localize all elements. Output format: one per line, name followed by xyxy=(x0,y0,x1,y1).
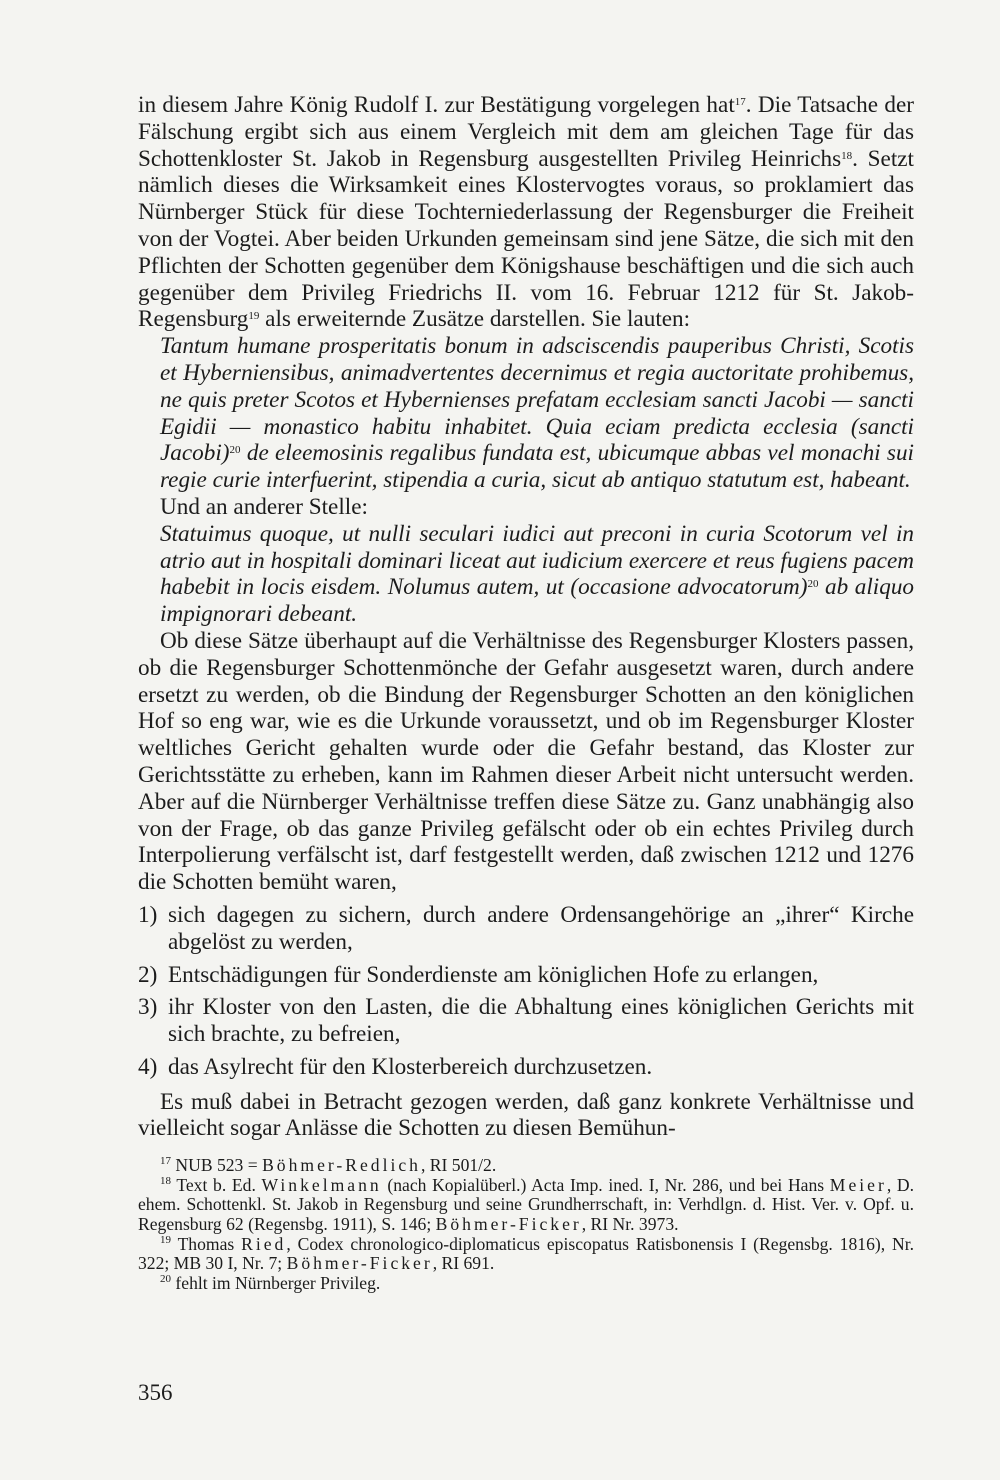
list-number: 4) xyxy=(138,1053,158,1080)
text-run: , RI Nr. 3973. xyxy=(581,1214,679,1235)
text-run: NUB 523 = xyxy=(175,1155,263,1176)
numbered-list xyxy=(138,902,914,1081)
footnote-number: 19 xyxy=(160,1233,171,1246)
page-content xyxy=(138,92,914,1293)
paragraph: Und an anderer Stelle: xyxy=(160,493,368,520)
footnote xyxy=(138,1274,914,1294)
list-text: sich dagegen zu sichern, durch andere Ordensangehörige an „ihrer“ Kirche abgelöst zu werden, xyxy=(168,901,914,955)
list-item xyxy=(138,1054,914,1081)
text-run: . Die Tatsache der Fälschung ergibt sich aus einem Vergleich mit dem am gleichen Tage für das Schottenkloster St. Jakob in Regensburg ausgestellten Privileg Heinrichs xyxy=(138,92,914,172)
text-run: Tantum humane prosperitatis bonum in adsciscendis pauperibus Christi, Scotis et Hyberniensibus, animadvertentes decernimus et regia auctoritate prohibemus, ne quis preter Scotos et Hybernienses prefatam ecclesiam sancti Jacobi — sancti Egidii — monastico habitu inhabitet. Quia eciam predicta ecclesia (sancti Jacobi) xyxy=(160,333,914,467)
author-name: Meier xyxy=(829,1174,887,1195)
text-run: als erweiternde Zusätze darstellen. Sie lauten: xyxy=(259,306,691,333)
author-name: Ried xyxy=(241,1233,287,1254)
text-run: Statuimus quoque, ut nulli seculari iudici aut preconi in curia Scotorum vel in atrio aut in hospitali dominari liceat aut iudicium exercere et reus fugiens pacem habebit in locis eisdem. Nolumus autem, ut (occasione advocatorum) xyxy=(160,520,914,601)
footnote-number: 20 xyxy=(160,1272,171,1285)
footnote-ref[interactable]: 17 xyxy=(734,96,746,108)
footnote-ref[interactable]: 20 xyxy=(229,444,241,457)
author-name: Böhmer-Redlich xyxy=(262,1155,421,1176)
text-run: , RI 501/2. xyxy=(420,1155,497,1176)
author-name: Böhmer-Ficker xyxy=(286,1253,433,1274)
list-number: 1) xyxy=(138,901,158,928)
text-run: Text b. Ed. xyxy=(176,1174,262,1195)
footnote-ref[interactable]: 19 xyxy=(248,310,260,323)
list-text: Entschädigungen für Sonderdienste am königlichen Hofe zu erlangen, xyxy=(168,961,819,988)
text-run: , D. ehem. Schottenkl. St. Jakob in Regensburg und seine Grundherrschaft, in: Verhdlgn. d. Hist. Ver. v. Opf. u. Regensburg 62 (Regensbg. 1911), S. 146; xyxy=(138,1174,914,1235)
text-run: (nach Kopialüberl.) Acta Imp. ined. I, Nr. 286, und bei Hans xyxy=(381,1174,830,1195)
page-number: 356 xyxy=(138,1380,173,1405)
list-number: 2) xyxy=(138,961,158,988)
text-run: , Codex chronologico-diplomaticus episcopatus Ratisbonensis I (Regensbg. 1816), Nr. 322; MB 30 I, Nr. 7; xyxy=(138,1233,914,1274)
footnote-number: 17 xyxy=(160,1155,171,1168)
text-run: Thomas xyxy=(177,1233,242,1254)
text-run: ab aliquo impignorari debeant. xyxy=(160,574,915,628)
footnote-ref[interactable]: 20 xyxy=(807,578,819,591)
footnote xyxy=(138,1176,914,1235)
text-run: de eleemosinis regalibus fundata est, ubicumque abbas vel monachi sui regie curie interfuerint, stipendia a curia, sicut ab antiquo statutum est, habeant. xyxy=(160,440,914,494)
list-text: das Asylrecht für den Klosterbereich durchzusetzen. xyxy=(168,1053,653,1080)
list-item xyxy=(138,994,914,1048)
text-run: . Setzt nämlich dieses die Wirksamkeit eines Klostervogtes voraus, so proklamiert das Nürnberger Stück für diese Tochterniederlassung der Regensburger die Freiheit von der Vogtei. Aber beiden Urkunden gemeinsam sind jene Sätze, die sich mit den Pflichten der Schotten gegenüber dem Königshause beschäftigen und die sich auch gegenüber dem Privileg Friedrichs II. vom 16. Februar 1212 für St. Jakob-Regensburg xyxy=(138,145,914,333)
author-name: Böhmer-Ficker xyxy=(435,1214,582,1235)
footnotes xyxy=(138,1156,914,1293)
footnote xyxy=(138,1235,914,1274)
latin-quote xyxy=(160,333,914,494)
paragraph xyxy=(138,92,914,333)
text-run: fehlt im Nürnberger Privileg. xyxy=(175,1272,381,1293)
author-name: Winkelmann xyxy=(261,1174,382,1195)
main-text xyxy=(138,92,914,1142)
text-run: , RI 691. xyxy=(432,1253,495,1274)
footnote-number: 18 xyxy=(160,1174,171,1187)
latin-quote xyxy=(160,521,914,628)
list-number: 3) xyxy=(138,994,158,1021)
text-run: in diesem Jahre König Rudolf I. zur Bestätigung vorgelegen hat xyxy=(138,92,735,118)
paragraph: Ob diese Sätze überhaupt auf die Verhältnisse des Regensburger Klosters passen, ob die Regensburger Schottenmönche der Gefahr ausgesetzt waren, durch andere ersetzt zu werden, ob die Bindung der Regensburger Schotten an den königlichen Hof so eng war, wie es die Urkunde voraussetzt, und ob im Regensburger Kloster weltliches Gericht gehalten wurde oder die Gefahr bestand, das Kloster zur Gerichtsstätte zu erheben, kann im Rahmen dieser Arbeit nicht untersucht werden. Aber auf die Nürnberger Verhältnisse treffen diese Sätze zu. Ganz unabhängig also von der Frage, ob das ganze Privileg gefälscht oder ob ein echtes Privileg durch Interpolierung verfälscht ist, darf festgestellt werden, daß zwischen 1212 und 1276 die Schotten bemüht waren, xyxy=(138,627,914,896)
list-item xyxy=(138,902,914,956)
list-text: ihr Kloster von den Lasten, die die Abhaltung eines königlichen Gerichts mit sich brachte, zu befreien, xyxy=(168,994,914,1048)
list-item xyxy=(138,962,914,989)
paragraph: Es muß dabei in Betracht gezogen werden, daß ganz konkrete Verhältnisse und vielleicht sogar Anlässe die Schotten zu diesen Bemühun- xyxy=(138,1088,914,1142)
footnote-ref[interactable]: 18 xyxy=(841,149,853,162)
footnote xyxy=(138,1156,914,1176)
